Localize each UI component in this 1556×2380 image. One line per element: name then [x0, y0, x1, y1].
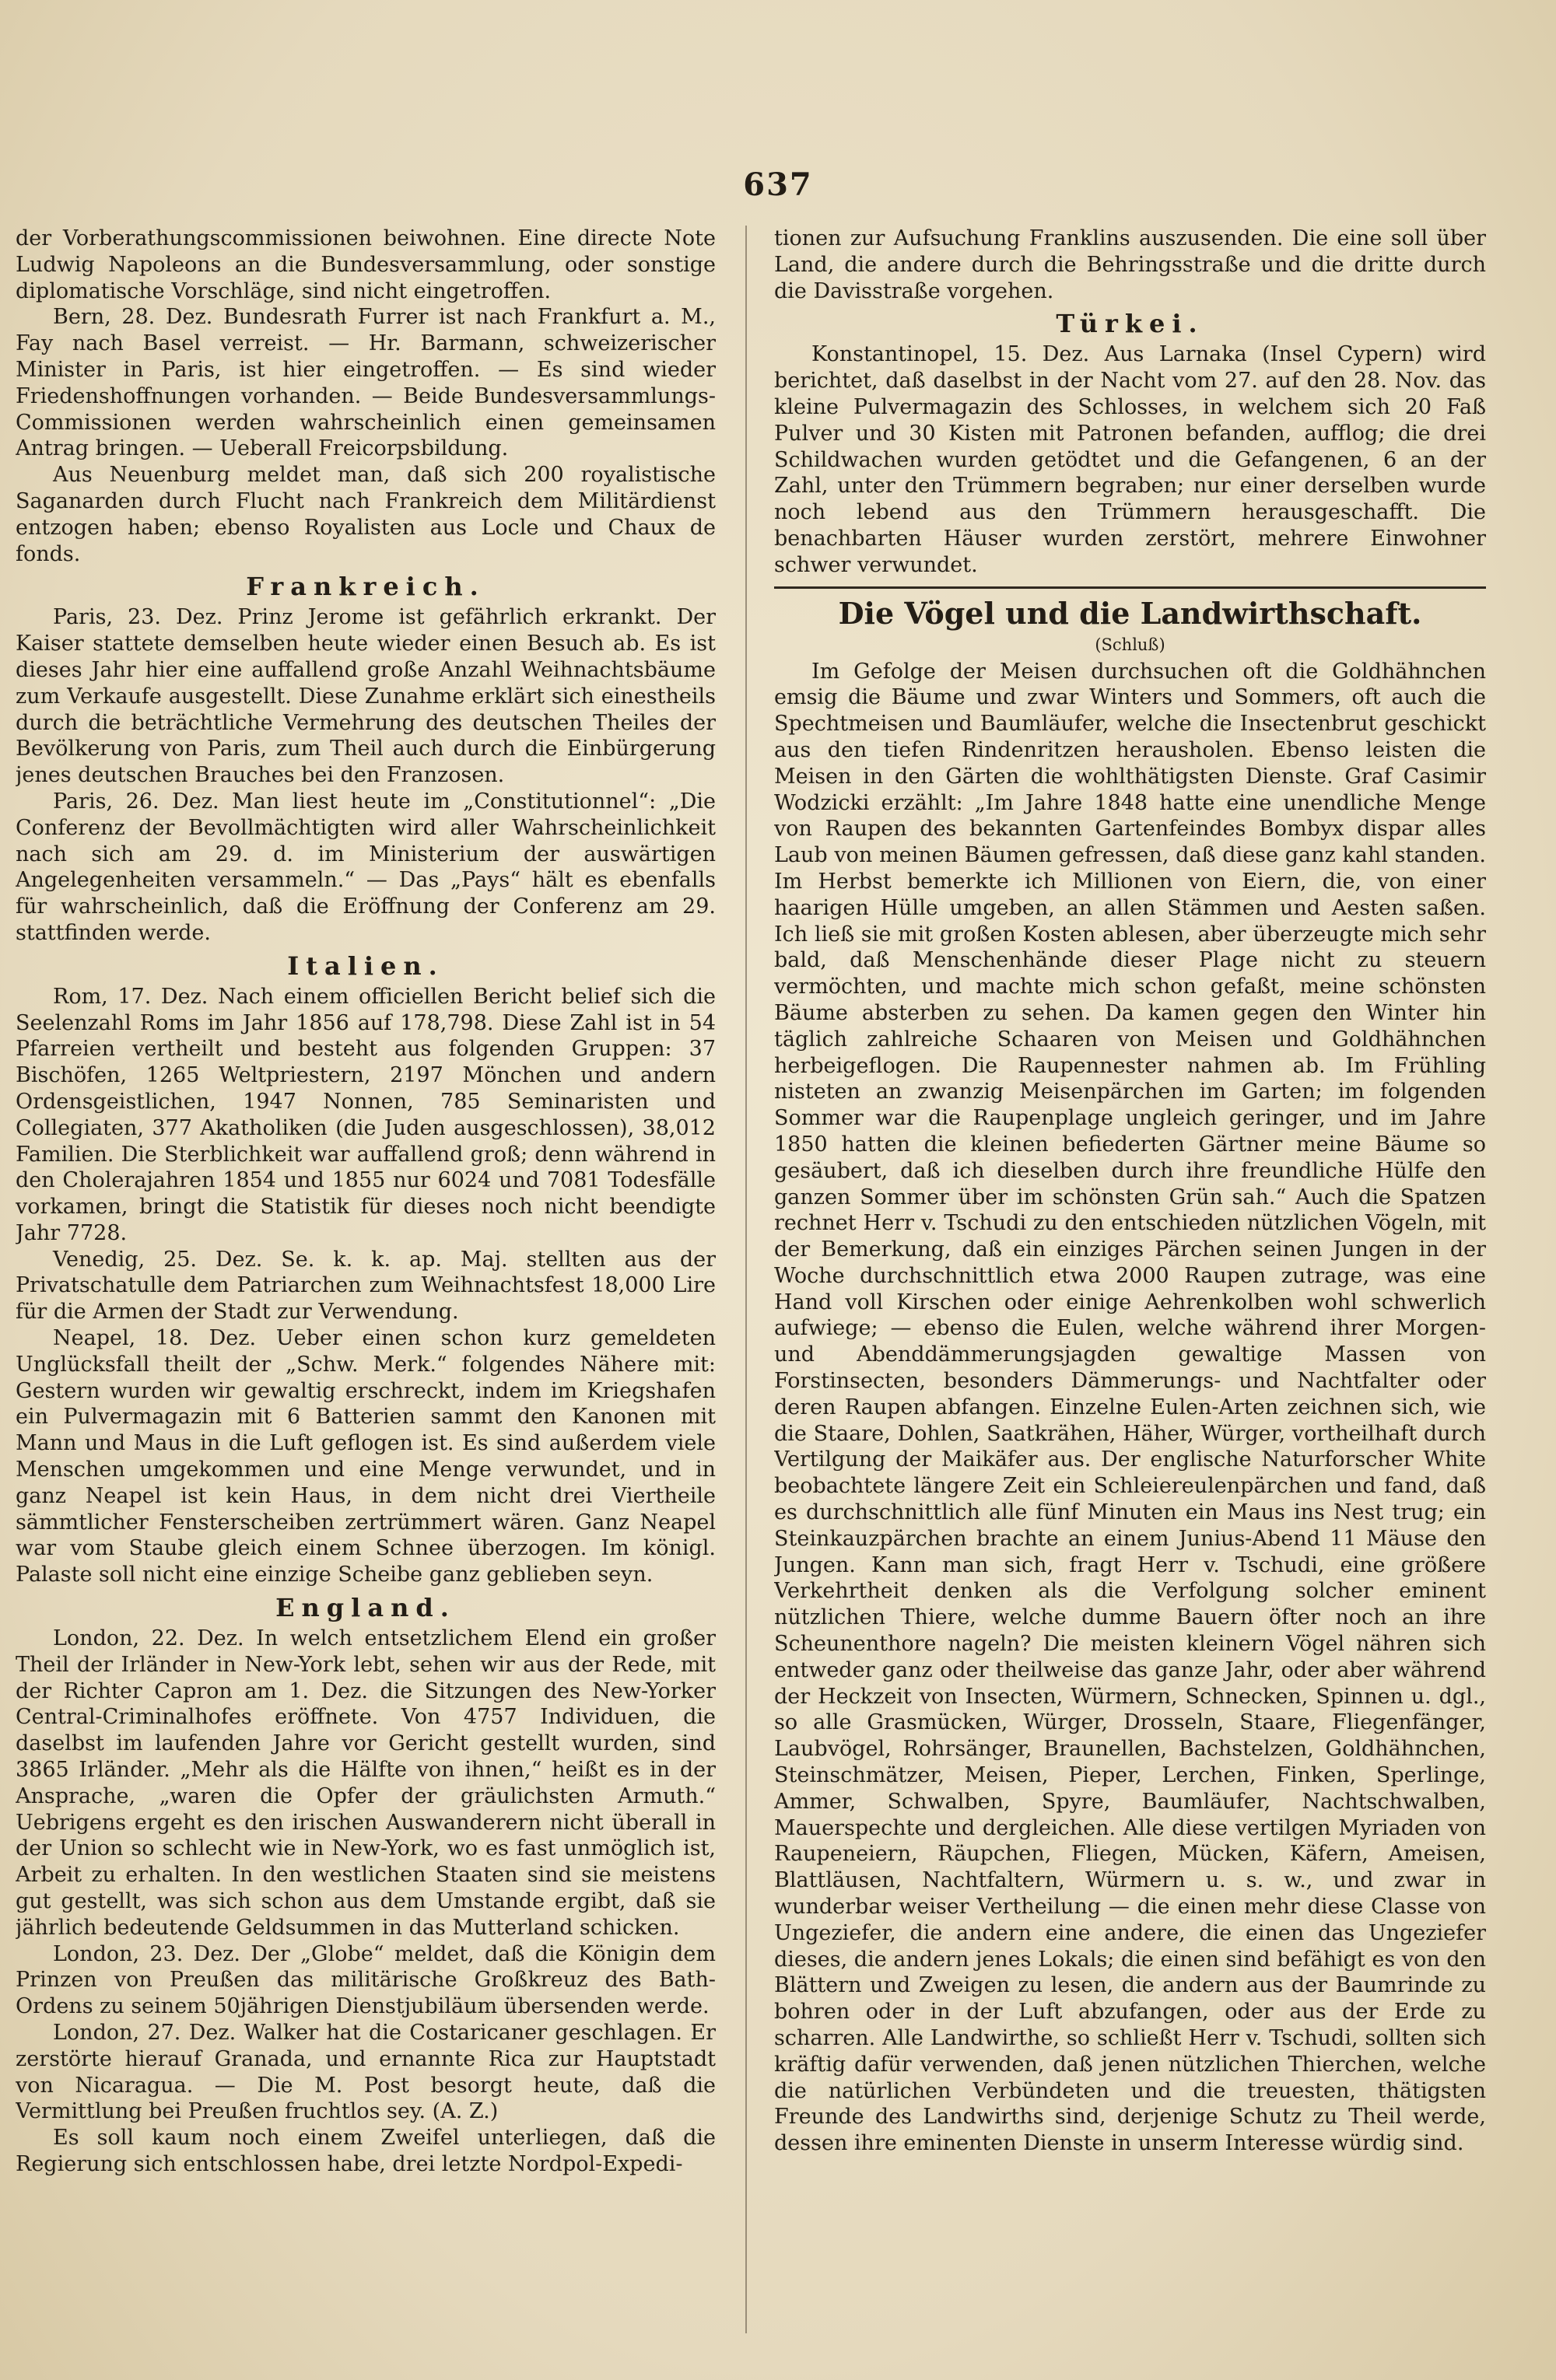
- paragraph: tionen zur Aufsuchung Franklins auszusenden. Die eine soll über Land, die andere durch die Behringsstraße und die dritte durch die Davisstraße vorgehen.: [774, 226, 1486, 303]
- paragraph: Bern, 28. Dez. Bundesrath Furrer ist nach Frankfurt a. M., Fay nach Basel verreist. — Hr. Barmann, schweizerischer Minister in Paris, ist hier eingetroffen. — Es sind wieder Friedenshoffnungen vorhanden. — Beide Bundesversammlungs-Commissionen werden wahrscheinlich einen gemeinsamen Antrag bringen. — Ueberall Freicorpsbildung.: [16, 305, 716, 461]
- paragraph: Paris, 23. Dez. Prinz Jerome ist gefährlich erkrankt. Der Kaiser stattete demselben heute wieder einen Besuch ab. Es ist dieses Jahr hier eine auffallend große Anzahl Weihnachtsbäume zum Verkaufe ausgestellt. Diese Zunahme erklärt sich einestheils durch die beträchtliche Vermehrung des deutschen Theiles der Bevölkerung von Paris, zum Theil auch durch die Einbürgerung jenes deutschen Brauches bei den Franzosen.: [16, 605, 716, 788]
- left-column: [16, 226, 716, 2349]
- section-heading-england: England.: [275, 1593, 456, 1623]
- paragraph: der Vorberathungscommissionen beiwohnen. Eine directe Note Ludwig Napoleons an die Bundesversammlung, oder sonstige diplomatische Vorschläge, sind nicht eingetroffen.: [16, 226, 716, 303]
- paragraph: Rom, 17. Dez. Nach einem officiellen Bericht belief sich die Seelenzahl Roms im Jahr 1856 auf 178,798. Diese Zahl ist in 54 Pfarreien vertheilt und besteht aus folgenden Gruppen: 37 Bischöfen, 1265 Weltpriestern, 2197 Mönchen und andern Ordensgeistlichen, 1947 Nonnen, 785 Seminaristen und Collegiaten, 377 Akatholiken (die Juden ausgeschlossen), 38,012 Familien. Die Sterblichkeit war auffallend groß; denn während in den Cholerajahren 1854 und 1855 nur 6024 und 7081 Todesfälle vorkamen, bringt die Statistik für dieses noch nicht beendigte Jahr 7728.: [16, 984, 716, 1245]
- paragraph: Konstantinopel, 15. Dez. Aus Larnaka (Insel Cypern) wird berichtet, daß daselbst in der Nacht vom 27. auf den 28. Nov. das kleine Pulvermagazin des Schlosses, in welchem sich 20 Faß Pulver und 30 Kisten mit Patronen befanden, aufflog; die drei Schildwachen wurden getödtet und die Gefangenen, 6 an der Zahl, unter den Trümmern begraben; nur einer derselben wurde noch lebend aus den Trümmern herausgeschafft. Die benachbarten Häuser wurden zerstört, mehrere Einwohner schwer verwundet.: [774, 342, 1486, 577]
- paragraph: Neapel, 18. Dez. Ueber einen schon kurz gemeldeten Unglücksfall theilt der „Schw. Merk.“ folgendes Nähere mit: Gestern wurden wir gewaltig erschreckt, indem im Kriegshafen ein Pulvermagazin mit 6 Batterien sammt den Kanonen mit Mann und Maus in die Luft geflogen ist. Es sind außerdem viele Menschen umgekommen und eine Menge verwundet, und in ganz Neapel ist kein Haus, in dem nicht drei Viertheile sämmtlicher Fensterscheiben zertrümmert wären. Ganz Neapel war vom Staube gleich einem Schnee überzogen. Im königl. Palaste soll nicht eine einzige Scheibe ganz geblieben seyn.: [16, 1326, 716, 1587]
- paragraph: Venedig, 25. Dez. Se. k. k. ap. Maj. stellten aus der Privatschatulle dem Patriarchen zum Weihnachtsfest 18,000 Lire für die Armen der Stadt zur Verwendung.: [16, 1247, 716, 1325]
- article-divider: [774, 586, 1486, 589]
- page-number: 637: [743, 166, 813, 203]
- section-heading-italien: Italien.: [287, 950, 444, 981]
- right-column: [774, 226, 1486, 2349]
- article-subtitle: (Schluß): [1095, 635, 1165, 654]
- paragraph: Paris, 26. Dez. Man liest heute im „Constitutionnel“: „Die Conferenz der Bevollmächtigten wird aller Wahrscheinlichkeit nach sich am 29. d. im Ministerium der auswärtigen Angelegenheiten versammeln.“ — Das „Pays“ hält es ebenfalls für wahrscheinlich, daß die Eröffnung der Conferenz am 29. stattfinden werde.: [16, 789, 716, 945]
- section-heading-tuerkei: Türkei.: [1056, 309, 1204, 339]
- section-heading-frankreich: Frankreich.: [246, 572, 485, 602]
- paragraph: Es soll kaum noch einem Zweifel unterliegen, daß die Regierung sich entschlossen habe, drei letzte Nordpol-Expedi-: [16, 2126, 716, 2176]
- column-divider: [745, 226, 747, 2333]
- paragraph: Aus Neuenburg meldet man, daß sich 200 royalistische Saganarden durch Flucht nach Frankreich dem Militärdienst entzogen haben; ebenso Royalisten aus Locle und Chaux de fonds.: [16, 463, 716, 566]
- paragraph: London, 22. Dez. In welch entsetzlichem Elend ein großer Theil der Irländer in New-York lebt, sehen wir aus der Rede, mit der Richter Capron am 1. Dez. die Sitzungen des New-Yorker Central-Criminalhofes eröffnete. Von 4757 Individuen, die daselbst im laufenden Jahre vor Gericht gestellt wurden, sind 3865 Irländer. „Mehr als die Hälfte von ihnen,“ heißt es in der Ansprache, „waren die Opfer der gräulichsten Armuth.“ Uebrigens ergeht es den irischen Auswanderern nicht überall in der Union so schlecht wie in New-York, wo es fast unmöglich ist, Arbeit zu erhalten. In den westlichen Staaten sind sie meistens gut gestellt, was sich schon aus dem Umstande ergibt, daß sie jährlich bedeutende Geldsummen in das Mutterland schicken.: [16, 1626, 716, 1940]
- article-title: Die Vögel und die Landwirthschaft.: [838, 595, 1422, 631]
- paragraph: Im Gefolge der Meisen durchsuchen oft die Goldhähnchen emsig die Bäume und zwar Winters und Sommers, oft auch die Spechtmeisen und Baumläufer, welche die Insectenbrut geschickt aus den tiefen Rindenritzen herausholen. Ebenso leisten die Meisen in den Gärten die wohlthätigsten Dienste. Graf Casimir Wodzicki erzählt: „Im Jahre 1848 hatte eine unendliche Menge von Raupen des bekannten Gartenfeindes Bombyx dispar alles Laub von meinen Bäumen gefressen, daß diese ganz kahl standen. Im Herbst bemerkte ich Millionen von Eiern, die, von einer haarigen Hülle umgeben, an allen Stämmen und Aesten saßen. Ich ließ sie mit großen Kosten ablesen, aber überzeugte mich sehr bald, daß Menschenhände dieser Plage nicht zu steuern vermöchten, und machte mich schon gefaßt, meine schönsten Bäume absterben zu sehen. Da kamen gegen den Winter hin täglich zahlreiche Schaaren von Meisen und Goldhähnchen herbeigeflogen. Die Raupennester nahmen ab. Im Frühling nisteten an zwanzig Meisenpärchen im Garten; im folgenden Sommer war die Raupenplage ungleich geringer, und im Jahre 1850 hatten die kleinen befiederten Gärtner meine Bäume so gesäubert, daß ich dieselben durch ihre freundliche Hülfe den ganzen Sommer über im schönsten Grün sah.“ Auch die Spatzen rechnet Herr v. Tschudi zu den entschieden nützlichen Vögeln, mit der Bemerkung, daß ein einziges Pärchen seinen Jungen in der Woche durchschnittlich etwa 2000 Raupen zutrage, was eine Hand voll Kirschen oder einige Aehrenkolben wohl schwerlich aufwiege; — ebenso die Eulen, welche während ihrer Morgen- und Abenddämmerungsjagden gewaltige Massen von Forstinsecten, besonders Dämmerungs- und Nachtfalter oder deren Raupen abfangen. Einzelne Eulen-Arten zeichnen sich, wie die Staare, Dohlen, Saatkrähen, Häher, Würger, vortheilhaft durch Vertilgung der Maikäfer aus. Der englische Naturforscher White beobachtete längere Zeit ein Schleiereulenpärchen und fand, daß es durchschnittlich alle fünf Minuten ein Maus ins Nest trug; ein Steinkauzpärchen brachte an einem Junius-Abend 11 Mäuse den Jungen. Kann man sich, fragt Herr v. Tschudi, eine größere Verkehrtheit denken als die Verfolgung solcher eminent nützlichen Thiere, welche dumme Bauern öfter noch an ihre Scheunenthore nageln? Die meisten kleinern Vögel nähren sich entweder ganz oder theilweise das ganze Jahr, oder aber während der Heckzeit von Insecten, Würmern, Schnecken, Spinnen u. dgl., so alle Grasmücken, Würger, Drosseln, Staare, Fliegenfänger, Laubvögel, Rohrsänger, Braunellen, Bachstelzen, Goldhähnchen, Steinschmätzer, Meisen, Pieper, Lerchen, Finken, Sperlinge, Ammer, Schwalben, Spyre, Baumläufer, Nachtschwalben, Mauerspechte und dergleichen. Alle diese vertilgen Myriaden von Raupeneiern, Räupchen, Fliegen, Mücken, Käfern, Ameisen, Blattläusen, Nachtfaltern, Würmern u. s. w., und zwar in wunderbar weiser Vertheilung — die einen mehr diese Classe von Ungeziefer, die andern eine andere, die einen das Ungeziefer dieses, die andern jenes Lokals; die einen sind befähigt es von den Blättern und Zweigen zu lesen, die andern aus der Baumrinde zu bohren oder in der Luft abzufangen, oder aus der Erde zu scharren. Alle Landwirthe, so schließt Herr v. Tschudi, sollten sich kräftig dafür verwenden, daß jenen nützlichen Thierchen, welche die natürlichen Verbündeten und die treuesten, thätigsten Freunde des Landwirths sind, derjenige Schutz zu Theil werde, dessen ihre eminenten Dienste in unserm Interesse würdig sind.: [774, 659, 1486, 2156]
- paragraph: London, 27. Dez. Walker hat die Costaricaner geschlagen. Er zerstörte hierauf Granada, und ernannte Rica zur Hauptstadt von Nicaragua. — Die M. Post besorgt heute, daß die Vermittlung bei Preußen fruchtlos sey. (A. Z.): [16, 2021, 716, 2124]
- paragraph: London, 23. Dez. Der „Globe“ meldet, daß die Königin dem Prinzen von Preußen das militärische Großkreuz des Bath-Ordens zu seinem 50jährigen Dienstjubiläum übersenden werde.: [16, 1941, 716, 2019]
